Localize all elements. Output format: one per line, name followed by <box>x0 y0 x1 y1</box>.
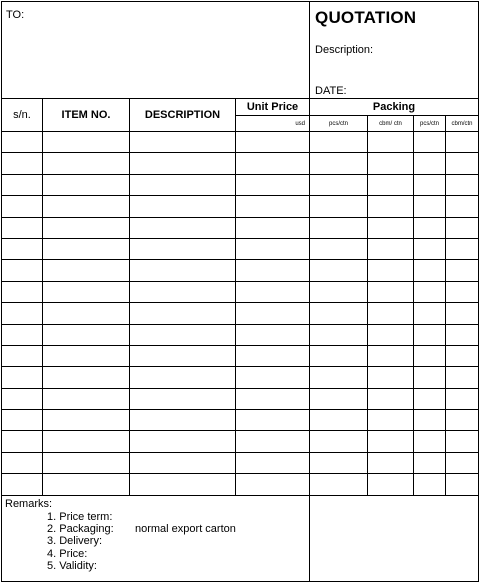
table-cell[interactable] <box>130 474 236 495</box>
table-cell[interactable] <box>236 153 310 174</box>
table-cell[interactable] <box>310 452 368 473</box>
table-cell[interactable] <box>446 132 479 153</box>
table-cell[interactable] <box>43 132 130 153</box>
table-row <box>2 238 479 259</box>
table-cell[interactable] <box>2 196 43 217</box>
table-row <box>2 303 479 324</box>
remarks-row <box>2 495 479 581</box>
table-cell[interactable] <box>446 345 479 366</box>
table-cell[interactable] <box>368 345 414 366</box>
table-cell[interactable] <box>43 410 130 431</box>
table-cell[interactable] <box>130 452 236 473</box>
table-cell[interactable] <box>446 196 479 217</box>
table-cell[interactable] <box>236 431 310 452</box>
table-cell[interactable] <box>446 431 479 452</box>
table-cell[interactable] <box>43 260 130 281</box>
remark-item <box>5 560 309 572</box>
table-cell[interactable] <box>43 324 130 345</box>
table-cell[interactable] <box>446 281 479 302</box>
table-cell[interactable] <box>446 452 479 473</box>
table-cell[interactable] <box>368 367 414 388</box>
table-row <box>2 452 479 473</box>
table-cell[interactable] <box>236 474 310 495</box>
table-cell[interactable] <box>414 474 446 495</box>
table-cell[interactable] <box>368 132 414 153</box>
remark-item <box>5 548 309 560</box>
table-cell[interactable] <box>368 452 414 473</box>
table-cell[interactable] <box>43 196 130 217</box>
table-row <box>2 324 479 345</box>
column-header-item-no: ITEM NO. <box>43 99 130 132</box>
table-cell[interactable] <box>414 217 446 238</box>
table-cell[interactable] <box>43 345 130 366</box>
table-row <box>2 174 479 195</box>
remark-label: 4. Price: <box>47 547 88 560</box>
table-cell[interactable] <box>236 132 310 153</box>
table-cell[interactable] <box>310 217 368 238</box>
table-cell[interactable] <box>368 281 414 302</box>
table-cell[interactable] <box>446 410 479 431</box>
table-cell[interactable] <box>2 238 43 259</box>
table-cell[interactable] <box>310 303 368 324</box>
table-cell[interactable] <box>414 260 446 281</box>
table-cell[interactable] <box>310 238 368 259</box>
table-cell[interactable] <box>43 452 130 473</box>
remark-value: normal export carton <box>135 523 236 536</box>
column-header-description: DESCRIPTION <box>130 99 236 132</box>
table-cell[interactable] <box>2 260 43 281</box>
table-cell[interactable] <box>43 367 130 388</box>
subheader-pcs-ctn-1: pcs/ctn <box>310 116 368 132</box>
table-row <box>2 431 479 452</box>
subheader-cbm-ctn-1: cbm/ ctn <box>368 116 414 132</box>
table-cell[interactable] <box>43 431 130 452</box>
table-row <box>2 367 479 388</box>
table-cell[interactable] <box>414 174 446 195</box>
table-cell[interactable] <box>130 153 236 174</box>
table-cell[interactable] <box>2 132 43 153</box>
table-row <box>2 474 479 495</box>
table-cell[interactable] <box>368 174 414 195</box>
table-cell[interactable] <box>446 174 479 195</box>
table-cell[interactable] <box>310 474 368 495</box>
table-cell[interactable] <box>130 431 236 452</box>
table-cell[interactable] <box>130 281 236 302</box>
table-cell[interactable] <box>446 260 479 281</box>
table-row <box>2 388 479 409</box>
table-cell[interactable] <box>414 324 446 345</box>
table-cell[interactable] <box>236 281 310 302</box>
table-cell[interactable] <box>414 281 446 302</box>
table-cell[interactable] <box>414 345 446 366</box>
table-row <box>2 281 479 302</box>
table-cell[interactable] <box>414 303 446 324</box>
table-cell[interactable] <box>236 345 310 366</box>
table-cell[interactable] <box>43 153 130 174</box>
table-cell[interactable] <box>130 345 236 366</box>
table-cell[interactable] <box>2 452 43 473</box>
table-cell[interactable] <box>2 345 43 366</box>
table-cell[interactable] <box>2 174 43 195</box>
table-cell[interactable] <box>414 153 446 174</box>
table-cell[interactable] <box>43 474 130 495</box>
table-cell[interactable] <box>310 132 368 153</box>
date-label: DATE: <box>315 85 347 97</box>
column-header-packing: Packing <box>310 99 479 116</box>
table-cell[interactable] <box>310 281 368 302</box>
table-cell[interactable] <box>414 410 446 431</box>
table-cell[interactable] <box>130 367 236 388</box>
table-cell[interactable] <box>414 388 446 409</box>
subheader-pcs-ctn-2: pcs/ctn <box>414 116 446 132</box>
table-cell[interactable] <box>130 196 236 217</box>
table-cell[interactable] <box>2 153 43 174</box>
table-cell[interactable] <box>446 238 479 259</box>
column-header-row <box>2 99 479 116</box>
table-cell[interactable] <box>43 217 130 238</box>
table-cell[interactable] <box>43 238 130 259</box>
table-row <box>2 132 479 153</box>
remarks-side-cell <box>310 495 479 581</box>
table-cell[interactable] <box>130 260 236 281</box>
column-header-unit-price: Unit Price <box>236 99 310 116</box>
table-cell[interactable] <box>2 217 43 238</box>
table-cell[interactable] <box>368 217 414 238</box>
table-row <box>2 196 479 217</box>
table-cell[interactable] <box>368 303 414 324</box>
subheader-cbm-ctn-2: cbm/ctn <box>446 116 479 132</box>
table-cell[interactable] <box>310 260 368 281</box>
table-cell[interactable] <box>310 431 368 452</box>
table-cell[interactable] <box>43 303 130 324</box>
table-cell[interactable] <box>2 367 43 388</box>
table-row <box>2 345 479 366</box>
description-label: Description: <box>315 44 374 56</box>
header-block <box>2 2 479 99</box>
table-cell[interactable] <box>2 388 43 409</box>
table-cell[interactable] <box>310 345 368 366</box>
table-cell[interactable] <box>414 196 446 217</box>
table-cell[interactable] <box>236 260 310 281</box>
remark-label: 2. Packaging: <box>47 523 114 536</box>
table-cell[interactable] <box>236 452 310 473</box>
table-cell[interactable] <box>310 196 368 217</box>
table-cell[interactable] <box>414 452 446 473</box>
quotation-table <box>1 1 479 582</box>
table-cell[interactable] <box>368 410 414 431</box>
table-cell[interactable] <box>130 303 236 324</box>
table-cell[interactable] <box>446 367 479 388</box>
table-cell[interactable] <box>130 238 236 259</box>
table-cell[interactable] <box>236 174 310 195</box>
table-cell[interactable] <box>130 410 236 431</box>
table-cell[interactable] <box>236 217 310 238</box>
remark-label: 5. Validity: <box>47 560 97 573</box>
table-cell[interactable] <box>310 410 368 431</box>
recipient-cell <box>2 2 310 99</box>
table-cell[interactable] <box>368 388 414 409</box>
remarks-cell <box>2 495 310 581</box>
table-cell[interactable] <box>446 388 479 409</box>
table-row <box>2 410 479 431</box>
quotation-info-cell <box>310 2 479 99</box>
table-cell[interactable] <box>130 217 236 238</box>
table-row <box>2 217 479 238</box>
table-cell[interactable] <box>2 410 43 431</box>
table-cell[interactable] <box>236 324 310 345</box>
table-cell[interactable] <box>43 388 130 409</box>
table-cell[interactable] <box>236 196 310 217</box>
table-cell[interactable] <box>236 367 310 388</box>
remarks-title: Remarks: <box>5 497 53 510</box>
remark-label: 1. Price term: <box>47 510 113 523</box>
table-cell[interactable] <box>310 367 368 388</box>
table-cell[interactable] <box>414 132 446 153</box>
table-cell[interactable] <box>310 388 368 409</box>
table-row <box>2 260 479 281</box>
table-cell[interactable] <box>310 153 368 174</box>
table-cell[interactable] <box>368 324 414 345</box>
table-cell[interactable] <box>368 196 414 217</box>
table-cell[interactable] <box>236 238 310 259</box>
table-cell[interactable] <box>130 174 236 195</box>
table-cell[interactable] <box>43 281 130 302</box>
table-cell[interactable] <box>2 281 43 302</box>
remark-item <box>5 511 309 523</box>
remark-item <box>5 535 309 547</box>
table-cell[interactable] <box>236 388 310 409</box>
table-cell[interactable] <box>236 410 310 431</box>
table-cell[interactable] <box>368 238 414 259</box>
table-cell[interactable] <box>446 217 479 238</box>
page-title: QUOTATION <box>315 8 417 27</box>
table-cell[interactable] <box>446 153 479 174</box>
table-cell[interactable] <box>130 132 236 153</box>
table-cell[interactable] <box>368 431 414 452</box>
table-cell[interactable] <box>2 431 43 452</box>
table-cell[interactable] <box>368 260 414 281</box>
table-cell[interactable] <box>446 324 479 345</box>
table-cell[interactable] <box>2 303 43 324</box>
remark-label: 3. Delivery: <box>47 535 103 548</box>
remark-item <box>5 523 309 535</box>
table-cell[interactable] <box>446 474 479 495</box>
table-cell[interactable] <box>2 324 43 345</box>
table-cell[interactable] <box>310 324 368 345</box>
column-header-sn: s/n. <box>2 99 43 132</box>
table-cell[interactable] <box>130 388 236 409</box>
table-cell[interactable] <box>236 303 310 324</box>
table-cell[interactable] <box>2 474 43 495</box>
table-cell[interactable] <box>368 153 414 174</box>
table-cell[interactable] <box>43 174 130 195</box>
table-cell[interactable] <box>310 174 368 195</box>
table-row <box>2 153 479 174</box>
table-cell[interactable] <box>446 303 479 324</box>
table-cell[interactable] <box>414 238 446 259</box>
table-cell[interactable] <box>130 324 236 345</box>
to-label: TO: <box>6 9 25 21</box>
table-cell[interactable] <box>414 367 446 388</box>
table-cell[interactable] <box>414 431 446 452</box>
unit-price-currency: usd <box>236 116 310 132</box>
table-cell[interactable] <box>368 474 414 495</box>
